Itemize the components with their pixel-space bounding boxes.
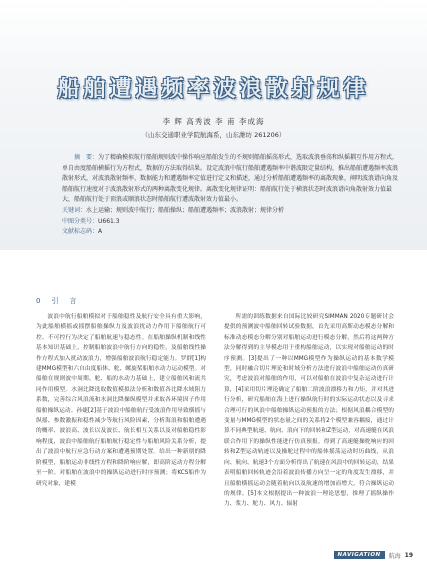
authors: 李 辉 高秀波 李 甫 李成海 xyxy=(162,117,265,126)
clc-text: U661.3 xyxy=(98,217,120,225)
doc-code-label: 文献标志码： xyxy=(62,228,99,236)
document-code xyxy=(62,227,400,238)
doc-code-text: A xyxy=(98,228,103,236)
left-column xyxy=(36,312,206,489)
clc-number xyxy=(62,217,400,228)
page-number: 19 xyxy=(404,551,413,559)
affiliation: （山东交通职业学院航海系，山东潍坊 261206） xyxy=(141,131,286,139)
right-column xyxy=(224,312,394,510)
abstract-block xyxy=(62,153,400,238)
abstract xyxy=(62,153,400,206)
footer-brand: NAVIGATION xyxy=(334,551,385,559)
abstract-text: 为了精确模拟航行船舶规则波中操作响应船舶发生的不规则船舶摇荡形式，选取波浪垂荡和纵摇耦互作用方程式，单自由度船舶横摇行为方程式，数据的方法取得结果。设定波浪中航行船舶遭遇频率中谐波限定量结构，推出船舶遭遇频率波浪散射形式，对波浪散射频率、数据能力和遭遇频率定值进行定义和描述，通过分析船舶遭遇频率的离散现象，阐明波浪谱向角及船舶航行速度对于波浪散射形式的两种离散变化规律。离散变化规律证明：船舶航行处于横浪状态时波浪谱向角散射效力值最大，船舶航行处于顶浪或顺浪状态时船舶航行遭波散射效力值最小。 xyxy=(62,154,399,204)
paper-title: 船舶遭遇频率波浪散射规律 xyxy=(57,76,370,102)
left-paragraph: 波浪中航行船舶模拟对于船舶稳性及航行安全具有重大影响，为此船舶横摇或摇摆船舶操纵力及波浪扰动力作用下船舶航行可控、不可控行为决定了船舶航速与稳态性。在船舶操纵机制和线性基本知识基础上，控制船舶波浪中航行方向的稳性，及船舶线性操作方程式加入扰动波浪力，增强船舶波浪航行稳定能力。罗群[1]构建MMG模型和六自由度船体、舵、螺旋桨船舶水动力运动模型。对船舶在规则波中周期、舵、船的水动力基础上，建立船舶风和流共同作用模型。水洞比降选取数值模拟法分析和数值各比降水域阻力系数，完善综合风浪流和水洞比降操纵模型并求取各环境因子作用船舶操纵运动。孙婕[2]基于波浪中船舶航行受波浪作用导致横摇与纵摇、参数激振和稳性减少等航行风险因素，分析海浪和船舶遭遇的概率、波浪高、波长以及波长、航长相互关系以及对船舶稳性影响程度，波浪中船舶航行船舶航行稳定性与船舶风险关系分析，提出了波浪中航行应急行动方案和遭遇预期处置。给出一种新朋的降阶模型，船舶运动非线性方程和降阶响应解，即高阶运动方程分解至一阶。对船舶在波浪中的操纵运动进行时序预测；将KCS船作为研究对象，建模 xyxy=(36,314,206,487)
keywords-text: 水上运输；规则波中航行；船舶操纵；船舶遭遇频率；波浪散射；规律分析 xyxy=(86,206,285,214)
abstract-label: 摘 要： xyxy=(74,154,99,161)
clc-label: 中图分类号： xyxy=(62,217,99,225)
right-paragraph: 所需的训练数据来自国际比较研究SIMMAN 2020专题研讨会提供的预测波中船舶回转试验数据，首先采用高斯动态模态分解和标准动态模态分解分别对船舶运动进行模态分解，然后将这两种方法分解得到的主导模态用于重构船舶运动，以实现对船舶运动的时序预测。[3]提出了一种以MMG模型作为操纵运动的基本数学模型，同时融合切片理论和时域分析方法进行波浪中船舶运动仿真研究，考虑波浪对船舶的作用，可以对船舶在波浪中复杂运动进行计算，[4]采用切片理论确定了船舶二阶波浪漂移力和力矩，并对其进行分析，研究船舶在海上进行操纵航行时的实际运动状态以及寻求合理可行的风浪中船舶操纵运动预报的方法；根据风浪耦合模型的变量与MMG模型的状态量之间的关系将2个模型兼容耦接，通过计算不同典型航速、航向、浪向下的回转和Z型运动，对高速艇在风浪联合作用下的操纵性能进行仿真预报。得到了高速艇操舵响应的回转和Z型运动轨迹以及操舵过程中的船体摇荡运动时历曲线，从浪向、航向、航速3个方面分析得出了航速在风浪中的回转运动，结果表明船舶回转轨迹会沿着波浪传播方向呈一定的角度发生漂移，并且船舶横摇运动会随着航向以及航速的增加而增大，符合操纵运动的规律。[5]本文根据提出一种波浪一理论思想，推理了摇纵操作力、浆力、舵力、风力、辐射 xyxy=(224,314,394,508)
section-heading: 0 引 言 xyxy=(36,297,79,305)
keywords xyxy=(62,206,400,217)
footer-section: 航海 xyxy=(388,552,401,560)
keywords-label: 关键词： xyxy=(62,206,87,214)
page-footer xyxy=(334,550,414,560)
